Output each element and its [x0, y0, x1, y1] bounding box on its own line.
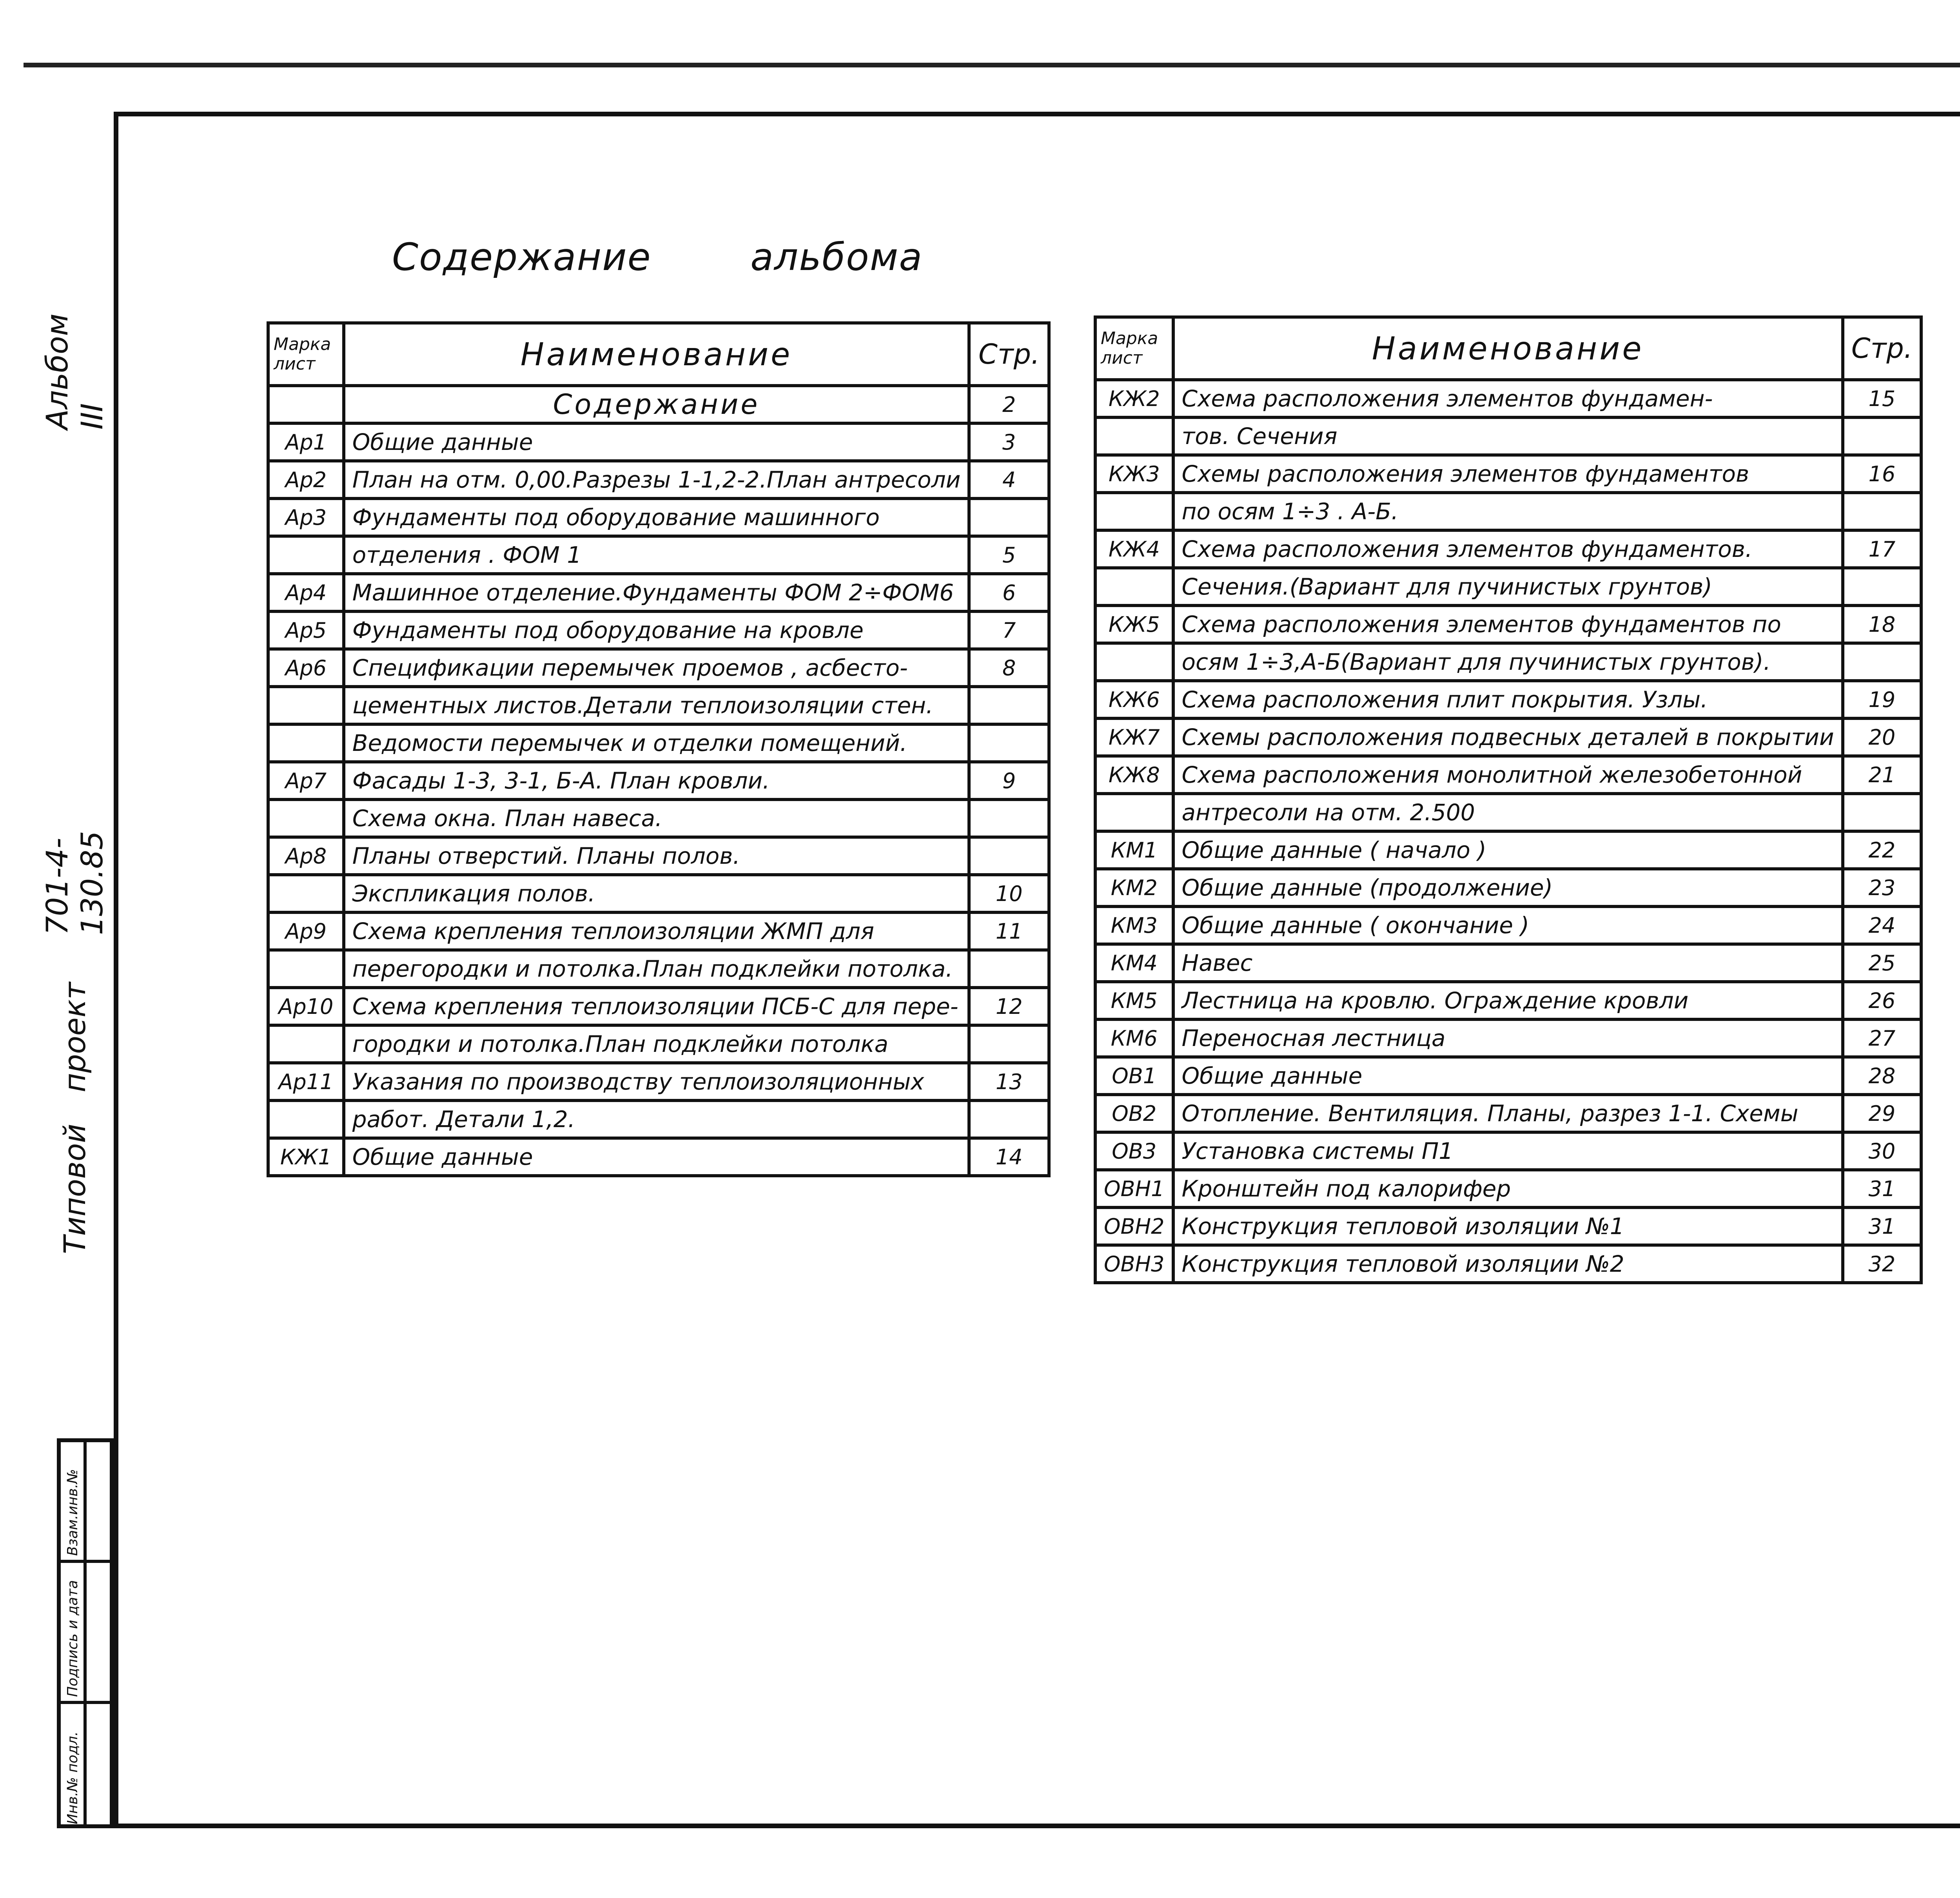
row-name: Указания по производству теплоизоляционных: [344, 1063, 969, 1100]
table-row: [1095, 605, 1921, 643]
table-row: [1095, 906, 1921, 944]
table-row: [268, 687, 1049, 724]
table-row: [1095, 1170, 1921, 1207]
table-row: [1095, 1207, 1921, 1245]
row-mark: КМ4: [1095, 944, 1173, 982]
row-name: работ. Детали 1,2.: [344, 1100, 969, 1138]
row-page: [969, 837, 1049, 875]
table-row: [268, 574, 1049, 611]
row-name: Общие данные ( окончание ): [1173, 906, 1843, 944]
row-name: тов. Сечения: [1173, 417, 1843, 455]
row-mark: КЖ6: [1095, 681, 1173, 718]
row-name: Установка системы П1: [1173, 1132, 1843, 1170]
row-page: 5: [969, 536, 1049, 574]
row-name: Фундаменты под оборудование на кровле: [344, 611, 969, 649]
row-name: Спецификации перемычек проемов , асбесто-: [344, 649, 969, 687]
row-name: Ведомости перемычек и отделки помещений.: [344, 724, 969, 762]
row-name: Схема крепления теплоизоляции ЖМП для: [344, 912, 969, 950]
table-row: [268, 649, 1049, 687]
row-mark: [268, 950, 344, 988]
row-page: 23: [1843, 869, 1921, 906]
table-row: [268, 611, 1049, 649]
row-mark: КМ1: [1095, 831, 1173, 869]
row-page: 9: [969, 762, 1049, 799]
header-mark-line-2: лист: [1101, 348, 1143, 368]
row-page: 8: [969, 649, 1049, 687]
stamp-inv-podl: Инв.№ подл.: [65, 1731, 81, 1824]
side-title: [40, 314, 109, 1254]
row-name: Общие данные: [344, 1138, 969, 1176]
table-row: [268, 837, 1049, 875]
row-mark: КМ3: [1095, 906, 1173, 944]
row-page: 3: [969, 423, 1049, 461]
row-mark: [268, 536, 344, 574]
row-page: [969, 687, 1049, 724]
row-page: 24: [1843, 906, 1921, 944]
stamp-vzam-inv: Взам.инв.№: [65, 1469, 81, 1556]
row-name: Навес: [1173, 944, 1843, 982]
row-page: 4: [969, 461, 1049, 499]
row-mark: КЖ8: [1095, 756, 1173, 794]
table-row: [1095, 568, 1921, 605]
row-name: цементных листов.Детали теплоизоляции стен.: [344, 687, 969, 724]
row-name: Сечения.(Вариант для пучинистых грунтов): [1173, 568, 1843, 605]
row-name: Схема крепления теплоизоляции ПСБ-С для пере-: [344, 988, 969, 1025]
table-row: [1095, 643, 1921, 681]
row-name: Фундаменты под оборудование машинного: [344, 499, 969, 536]
row-mark: ОВН2: [1095, 1207, 1173, 1245]
header-mark-line-1: Марка: [1101, 328, 1158, 348]
row-page: [969, 950, 1049, 988]
header-page: Стр.: [969, 323, 1049, 386]
table-row: [1095, 530, 1921, 568]
header-page: Стр.: [1843, 317, 1921, 380]
row-name: Схема расположения монолитной железобетонной: [1173, 756, 1843, 794]
row-page: 7: [969, 611, 1049, 649]
table-row: [1095, 1132, 1921, 1170]
row-page: 32: [1843, 1245, 1921, 1283]
row-name: Содержание: [344, 386, 969, 423]
sheet-top-edge: [24, 63, 1960, 67]
table-row: [1095, 794, 1921, 831]
row-page: [1843, 568, 1921, 605]
row-mark: ОВ3: [1095, 1132, 1173, 1170]
row-name: Конструкция тепловой изоляции №1: [1173, 1207, 1843, 1245]
side-typical: Типовой: [57, 1124, 92, 1254]
header-mark: [1095, 317, 1173, 380]
row-page: 20: [1843, 718, 1921, 756]
row-mark: Ар5: [268, 611, 344, 649]
row-name: перегородки и потолка.План подклейки потолка.: [344, 950, 969, 988]
row-mark: Ар3: [268, 499, 344, 536]
row-page: 21: [1843, 756, 1921, 794]
row-mark: [1095, 417, 1173, 455]
row-page: 10: [969, 875, 1049, 912]
row-name: Конструкция тепловой изоляции №2: [1173, 1245, 1843, 1283]
row-page: 16: [1843, 455, 1921, 493]
row-mark: ОВН3: [1095, 1245, 1173, 1283]
side-project: проект: [57, 982, 92, 1093]
row-mark: Ар8: [268, 837, 344, 875]
row-page: 15: [1843, 380, 1921, 417]
row-name: Общие данные (продолжение): [1173, 869, 1843, 906]
table-row: [268, 1138, 1049, 1176]
row-mark: Ар2: [268, 461, 344, 499]
row-mark: Ар7: [268, 762, 344, 799]
page-title: [392, 235, 923, 279]
row-name: отделения . ФОМ 1: [344, 536, 969, 574]
table-row: [268, 799, 1049, 837]
table-row: [268, 461, 1049, 499]
table-row: [1095, 681, 1921, 718]
row-page: 2: [969, 386, 1049, 423]
row-page: [1843, 493, 1921, 530]
row-page: 14: [969, 1138, 1049, 1176]
row-name: антресоли на отм. 2.500: [1173, 794, 1843, 831]
table-row: [268, 423, 1049, 461]
table-row: [1095, 982, 1921, 1019]
table-row: [1095, 417, 1921, 455]
row-mark: ОВ1: [1095, 1057, 1173, 1095]
row-page: [969, 799, 1049, 837]
table-row: [268, 499, 1049, 536]
table-row: [1095, 1095, 1921, 1132]
row-name: Схемы расположения подвесных деталей в покрытии: [1173, 718, 1843, 756]
row-mark: [268, 799, 344, 837]
row-name: Общие данные: [344, 423, 969, 461]
row-page: 17: [1843, 530, 1921, 568]
row-name: Общие данные ( начало ): [1173, 831, 1843, 869]
row-page: 13: [969, 1063, 1049, 1100]
table-row: [1095, 831, 1921, 869]
row-mark: [268, 386, 344, 423]
stamp-column-line: [83, 1442, 87, 1824]
table-row: [268, 1063, 1049, 1100]
header-mark-line-1: Марка: [274, 334, 331, 354]
row-mark: [268, 1025, 344, 1063]
table-row: [268, 1100, 1049, 1138]
row-mark: КМ6: [1095, 1019, 1173, 1057]
row-name: Переносная лестница: [1173, 1019, 1843, 1057]
row-name: Планы отверстий. Планы полов.: [344, 837, 969, 875]
row-name: Кронштейн под калорифер: [1173, 1170, 1843, 1207]
table-row: [268, 724, 1049, 762]
row-page: 27: [1843, 1019, 1921, 1057]
table-row: [268, 912, 1049, 950]
table-row: [1095, 493, 1921, 530]
row-page: 31: [1843, 1170, 1921, 1207]
row-page: 29: [1843, 1095, 1921, 1132]
row-page: 26: [1843, 982, 1921, 1019]
side-project-code: 701-4-130.85: [40, 831, 109, 935]
table-row: [268, 875, 1049, 912]
row-mark: КЖ1: [268, 1138, 344, 1176]
row-page: 18: [1843, 605, 1921, 643]
table-row: [268, 950, 1049, 988]
row-name: Лестница на кровлю. Ограждение кровли: [1173, 982, 1843, 1019]
row-mark: [1095, 643, 1173, 681]
table-row: [1095, 455, 1921, 493]
side-album: Альбом III: [40, 314, 109, 430]
row-mark: [268, 724, 344, 762]
row-name: Схема расположения элементов фундаментов по: [1173, 605, 1843, 643]
row-mark: [268, 875, 344, 912]
row-page: 19: [1843, 681, 1921, 718]
row-name: по осям 1÷3 . А-Б.: [1173, 493, 1843, 530]
row-mark: КЖ4: [1095, 530, 1173, 568]
row-name: осям 1÷3,А-Б(Вариант для пучинистых грунтов).: [1173, 643, 1843, 681]
row-mark: Ар1: [268, 423, 344, 461]
header-mark: [268, 323, 344, 386]
row-mark: КЖ2: [1095, 380, 1173, 417]
table-row: [268, 988, 1049, 1025]
table-row: [1095, 756, 1921, 794]
row-name: Фасады 1-3, 3-1, Б-А. План кровли.: [344, 762, 969, 799]
stamp-podpis-data: Подпись и дата: [65, 1580, 81, 1697]
row-name: Схема расположения элементов фундамен-: [1173, 380, 1843, 417]
row-name: Экспликация полов.: [344, 875, 969, 912]
row-mark: [1095, 493, 1173, 530]
row-page: 12: [969, 988, 1049, 1025]
row-name: Схема расположения элементов фундаментов.: [1173, 530, 1843, 568]
row-name: Схемы расположения элементов фундаментов: [1173, 455, 1843, 493]
header-name: Наименование: [1173, 317, 1843, 380]
row-mark: [1095, 794, 1173, 831]
row-mark: КМ5: [1095, 982, 1173, 1019]
row-name: Отопление. Вентиляция. Планы, разрез 1-1. Схемы: [1173, 1095, 1843, 1132]
row-page: 28: [1843, 1057, 1921, 1095]
row-page: 22: [1843, 831, 1921, 869]
row-page: 31: [1843, 1207, 1921, 1245]
contents-table-right: [1094, 315, 1923, 1284]
row-mark: КЖ7: [1095, 718, 1173, 756]
row-mark: ОВН1: [1095, 1170, 1173, 1207]
row-name: План на отм. 0,00.Разрезы 1-1,2-2.План антресоли: [344, 461, 969, 499]
row-page: [1843, 794, 1921, 831]
row-mark: Ар4: [268, 574, 344, 611]
table-row: [1095, 869, 1921, 906]
table-row: [1095, 944, 1921, 982]
table-row: [1095, 380, 1921, 417]
table-row: [268, 1025, 1049, 1063]
row-page: [969, 499, 1049, 536]
row-mark: КЖ3: [1095, 455, 1173, 493]
row-mark: КМ2: [1095, 869, 1173, 906]
row-page: [969, 1100, 1049, 1138]
row-name: городки и потолка.План подклейки потолка: [344, 1025, 969, 1063]
row-page: 11: [969, 912, 1049, 950]
table-row: [1095, 1057, 1921, 1095]
row-page: [1843, 643, 1921, 681]
header-name: Наименование: [344, 323, 969, 386]
row-name: Схема расположения плит покрытия. Узлы.: [1173, 681, 1843, 718]
row-mark: КЖ5: [1095, 605, 1173, 643]
table-header-row: [268, 323, 1049, 386]
table-row: [1095, 718, 1921, 756]
table-header-row: [1095, 317, 1921, 380]
row-mark: Ар6: [268, 649, 344, 687]
row-page: 25: [1843, 944, 1921, 982]
row-name: Схема окна. План навеса.: [344, 799, 969, 837]
approval-stamp: [57, 1438, 114, 1828]
row-mark: Ар9: [268, 912, 344, 950]
row-page: 6: [969, 574, 1049, 611]
row-name: Общие данные: [1173, 1057, 1843, 1095]
row-name: Машинное отделение.Фундаменты ФОМ 2÷ФОМ6: [344, 574, 969, 611]
header-mark-line-2: лист: [274, 354, 316, 374]
table-row: [268, 386, 1049, 423]
row-page: [969, 1025, 1049, 1063]
title-word-2: альбома: [750, 235, 923, 279]
row-page: [1843, 417, 1921, 455]
table-row: [268, 536, 1049, 574]
row-mark: Ар10: [268, 988, 344, 1025]
row-page: 30: [1843, 1132, 1921, 1170]
row-page: [969, 724, 1049, 762]
table-row: [1095, 1019, 1921, 1057]
title-word-1: Содержание: [392, 235, 652, 279]
row-mark: [1095, 568, 1173, 605]
row-mark: [268, 1100, 344, 1138]
row-mark: [268, 687, 344, 724]
contents-table-left: [267, 321, 1051, 1177]
row-mark: Ар11: [268, 1063, 344, 1100]
table-row: [268, 762, 1049, 799]
row-mark: ОВ2: [1095, 1095, 1173, 1132]
table-row: [1095, 1245, 1921, 1283]
